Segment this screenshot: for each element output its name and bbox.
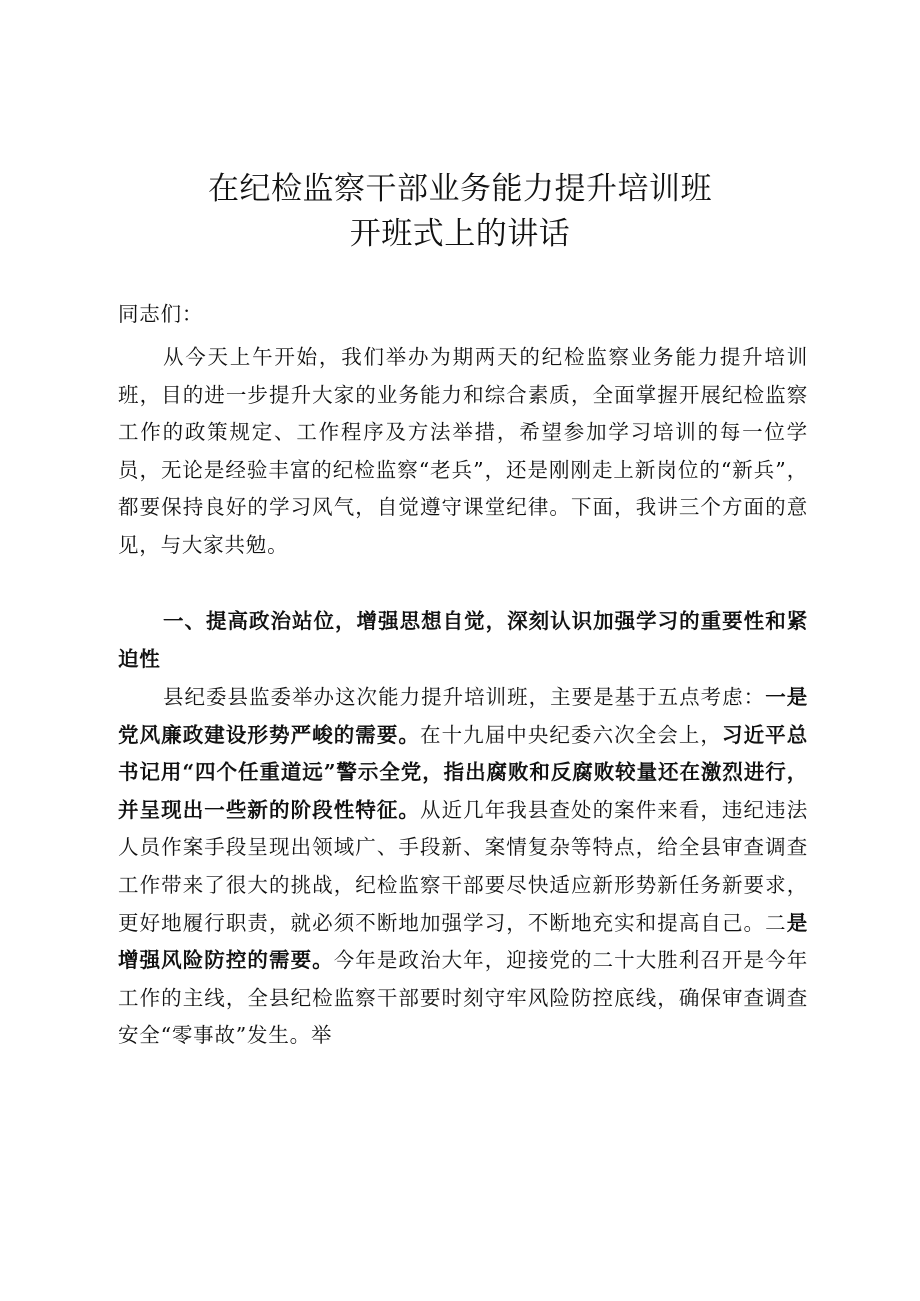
paragraph-2-point-1: 一是党风廉政建设形势严峻的需要。 bbox=[118, 685, 808, 747]
salutation: 同志们： bbox=[118, 302, 204, 326]
paragraph-2-quote: 习近平总书记用“四个任重道远”警示全党，指出腐败和反腐败较量还在激烈进行，并呈现出一些新的阶段性特征。 bbox=[118, 722, 809, 822]
section-heading-1: 一、提高政治站位，增强思想自觉，深刻认识加强学习的重要性和紧迫性 bbox=[118, 609, 808, 671]
paragraph-2-sentence-7: 今年是政治大年，迎接党的二十大胜利召开是今年工作的主线，全县纪检监察干部要时刻守牢风险防控底线，确保审查调查安全“零事故”发生。举 bbox=[118, 948, 809, 1048]
paragraph-2-sentence-5: 从近几年我县查处的案件来看，违纪违法人员作案手段呈现出领域广、手段新、案情复杂等特点，给全县审查调查工作带来了很大的挑战，纪检监察干部要尽快适应新形势新任务新要求，更好地履行职责，就必须不断地加强学习，不断地充实和提高自己。二 bbox=[118, 797, 809, 935]
paragraph-2-sentence-3: 在十九届中央纪委六次全会上， bbox=[420, 722, 722, 747]
title-line-1: 在纪检监察干部业务能力提升培训班 bbox=[208, 171, 712, 207]
paragraph-2 bbox=[118, 679, 808, 1055]
paragraph-1: 从今天上午开始，我们举办为期两天的纪检监察业务能力提升培训班，目的进一步提升大家的业务能力和综合素质，全面掌握开展纪检监察工作的政策规定、工作程序及方法举措，希望参加学习培训的每一位学员，无论是经验丰富的纪检监察“老兵”，还是刚刚走上新岗位的“新兵”，都要保持良好的学习风气，自觉遵守课堂纪律。下面，我讲三个方面的意见，与大家共勉。 bbox=[118, 345, 808, 557]
paragraph-2-sentence-1: 县纪委县监委举办这次能力提升培训班，主要是基于五点考虑： bbox=[163, 685, 766, 709]
title-line-2: 开班式上的讲话 bbox=[349, 216, 571, 252]
paragraph-2-point-2: 是增强风险防控的需要。 bbox=[118, 910, 808, 973]
